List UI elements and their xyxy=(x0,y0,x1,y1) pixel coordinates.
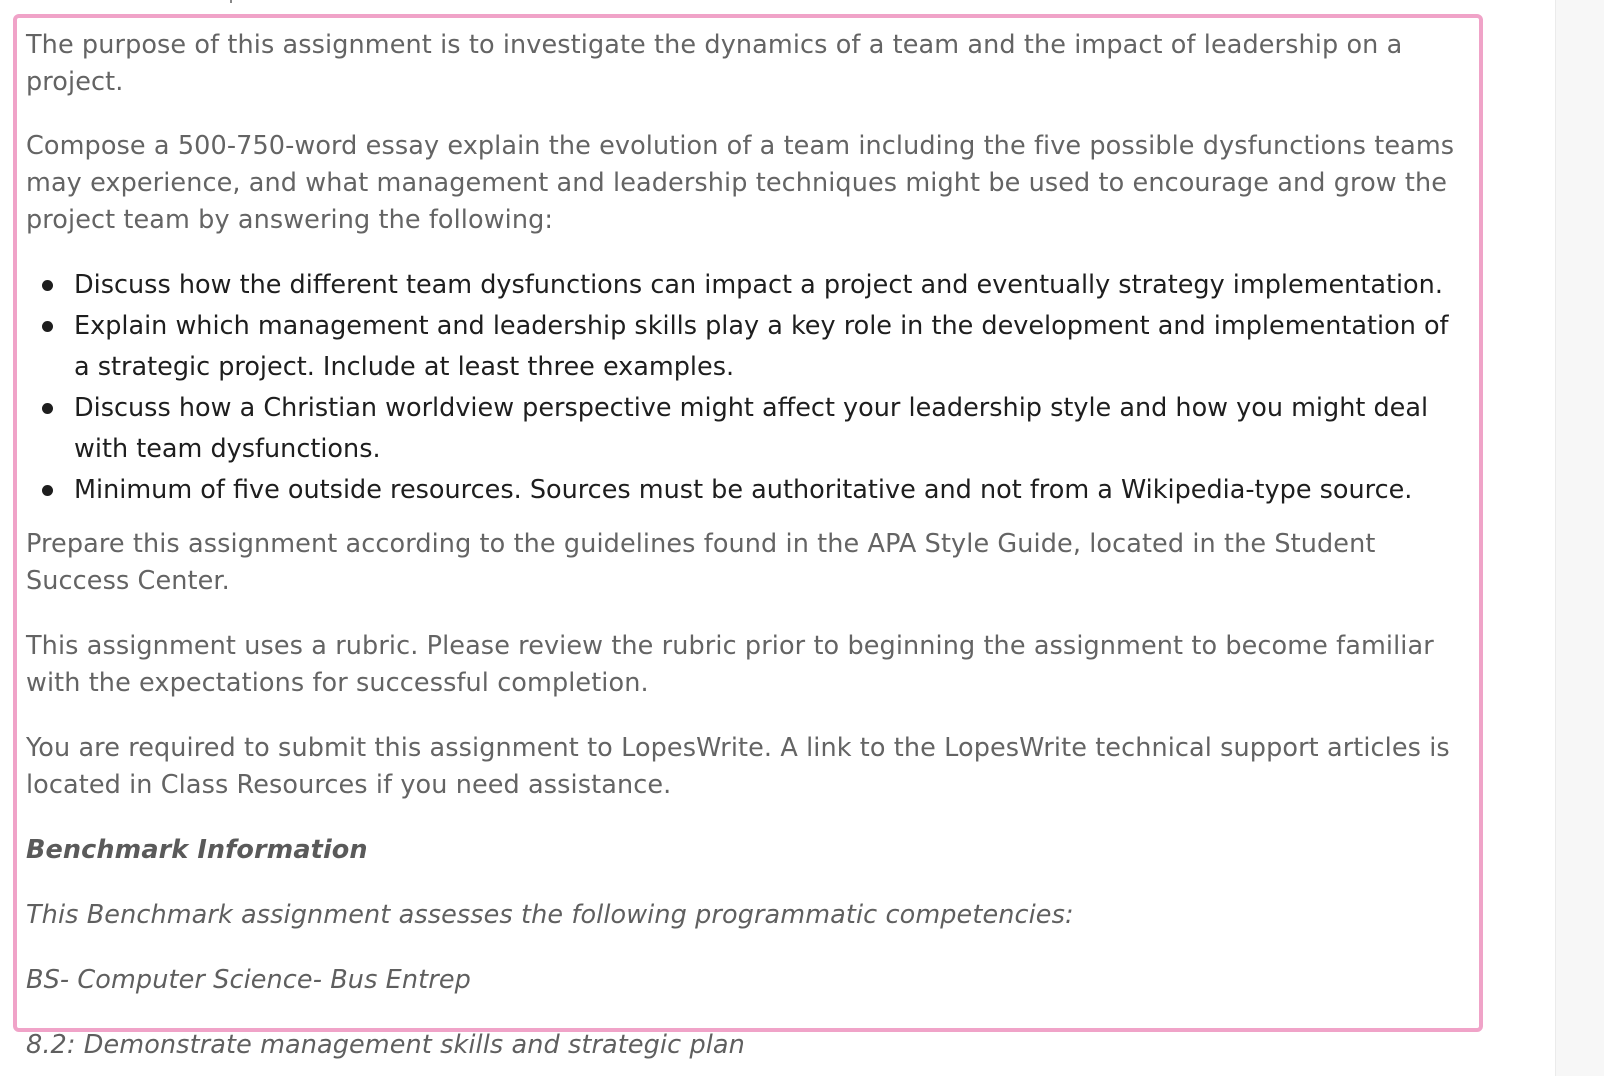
compose-paragraph: Compose a 500-750-word essay explain the evolution of a team including the five possible dysfunctions teams may experience, and what management and leadership techniques might be used to encourage and grow the project team by answering the following: xyxy=(26,131,1455,235)
list-item-text: Explain which management and leadership skills play a key role in the development and implementation of a strategic project. Include at least three examples. xyxy=(74,311,1449,382)
apa-paragraph: Prepare this assignment according to the guidelines found in the APA Style Guide, located in the Student Success Center. xyxy=(26,529,1376,596)
assignment-description-box xyxy=(13,14,1483,1060)
list-item xyxy=(26,265,1471,306)
lopeswrite-paragraph: You are required to submit this assignment to LopesWrite. A link to the LopesWrite technical support articles is located in Class Resources if you need assistance. xyxy=(26,733,1450,800)
bullet-icon xyxy=(42,280,53,291)
bullet-icon xyxy=(42,321,53,332)
list-item-text: Minimum of five outside resources. Sources must be authoritative and not from a Wikipedia-type source. xyxy=(74,475,1413,505)
benchmark-heading: Benchmark Information xyxy=(26,835,368,865)
requirements-list xyxy=(26,265,1471,511)
list-item-text: Discuss how a Christian worldview perspective might affect your leadership style and how you might deal with team dysfunctions. xyxy=(74,393,1429,464)
benchmark-program: BS- Computer Science- Bus Entrep xyxy=(26,965,471,995)
rubric-paragraph: This assignment uses a rubric. Please review the rubric prior to beginning the assignment to become familiar with the expectations for successful completion. xyxy=(26,631,1434,698)
assignment-content xyxy=(17,18,1479,1064)
list-item xyxy=(26,306,1471,388)
list-item xyxy=(26,388,1471,470)
clipped-text-fragment xyxy=(230,0,232,3)
list-item xyxy=(26,470,1471,511)
benchmark-competency: 8.2: Demonstrate management skills and strategic plan xyxy=(26,1030,745,1060)
bullet-icon xyxy=(42,485,53,496)
scrollbar-track[interactable] xyxy=(1555,0,1604,1076)
intro-paragraph: The purpose of this assignment is to investigate the dynamics of a team and the impact of leadership on a project. xyxy=(26,30,1403,97)
list-item-text: Discuss how the different team dysfunctions can impact a project and eventually strategy implementation. xyxy=(74,270,1443,300)
benchmark-assesses-text: This Benchmark assignment assesses the following programmatic competencies: xyxy=(26,900,1074,930)
bullet-icon xyxy=(42,403,53,414)
